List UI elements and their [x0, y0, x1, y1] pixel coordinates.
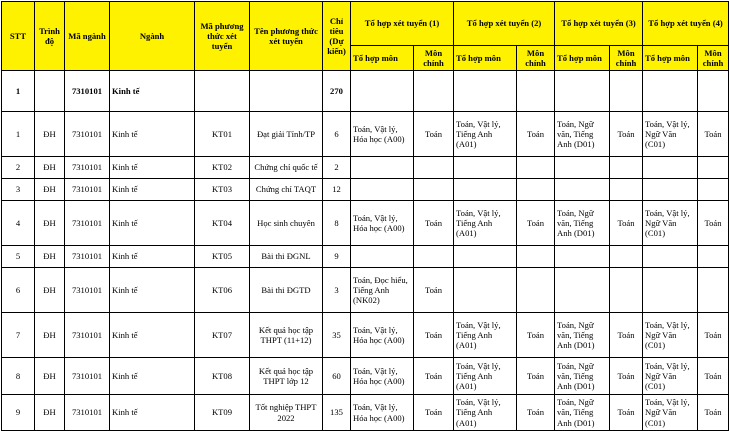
cell-quota: 3: [323, 268, 351, 313]
cell-method-name: Chứng chỉ TAQT: [250, 179, 323, 201]
subheader-main-3: Môn chính: [610, 46, 643, 71]
cell-major: Kinh tế: [110, 201, 195, 246]
cell-quota: 60: [323, 358, 351, 395]
cell-main-1: Toán: [414, 201, 454, 246]
cell-main-3: Toán: [610, 395, 643, 431]
cell-method-code: KT01: [195, 112, 250, 157]
cell-quota: 6: [323, 112, 351, 157]
cell-stt: 3: [2, 179, 35, 201]
summary-empty: [698, 71, 729, 112]
cell-level: ĐH: [35, 313, 65, 358]
cell-quota: 9: [323, 246, 351, 268]
subheader-combo-4: Tổ hợp môn: [643, 46, 698, 71]
cell-method-code: KT08: [195, 358, 250, 395]
summary-empty: [555, 71, 610, 112]
cell-main-2: [517, 246, 555, 268]
header-combo-2: Tổ hợp xét tuyển (2): [454, 2, 555, 46]
cell-combo-2: Toán, Vật lý, Tiếng Anh (A01): [454, 112, 517, 157]
cell-main-4: [698, 246, 729, 268]
cell-combo-2: Toán, Vật lý, Tiếng Anh (A01): [454, 313, 517, 358]
cell-major-code: 7310101: [65, 268, 110, 313]
header-row: [2, 2, 729, 46]
cell-level: ĐH: [35, 157, 65, 179]
table-row: [2, 395, 729, 431]
header-combo-1: Tổ hợp xét tuyển (1): [351, 2, 454, 46]
subheader-combo-1: Tổ hợp môn: [351, 46, 414, 71]
cell-main-3: [610, 246, 643, 268]
cell-major-code: 7310101: [65, 201, 110, 246]
cell-major: Kinh tế: [110, 246, 195, 268]
cell-level: ĐH: [35, 395, 65, 431]
cell-major: Kinh tế: [110, 313, 195, 358]
cell-stt: 2: [2, 157, 35, 179]
header-method-name: Tên phương thức xét tuyển: [250, 2, 323, 71]
cell-main-4: Toán: [698, 358, 729, 395]
cell-stt: 5: [2, 246, 35, 268]
cell-main-1: [414, 179, 454, 201]
cell-combo-1: Toán, Vật lý, Hóa học (A00): [351, 395, 414, 431]
table-row: [2, 157, 729, 179]
cell-method-code: KT07: [195, 313, 250, 358]
cell-major-code: 7310101: [65, 358, 110, 395]
cell-method-name: Bài thi ĐGTD: [250, 268, 323, 313]
cell-method-name: Tốt nghiệp THPT 2022: [250, 395, 323, 431]
cell-level: ĐH: [35, 179, 65, 201]
cell-combo-3: [555, 179, 610, 201]
subheader-combo-2: Tổ hợp môn: [454, 46, 517, 71]
cell-main-3: [610, 268, 643, 313]
cell-method-code: KT09: [195, 395, 250, 431]
cell-combo-4: Toán, Vật lý, Ngữ Văn (C01): [643, 313, 698, 358]
cell-method-code: KT06: [195, 268, 250, 313]
cell-main-2: Toán: [517, 395, 555, 431]
cell-combo-2: [454, 246, 517, 268]
cell-level: ĐH: [35, 201, 65, 246]
cell-major-code: 7310101: [65, 313, 110, 358]
table-body: [2, 112, 729, 431]
cell-stt: 9: [2, 395, 35, 431]
cell-main-4: Toán: [698, 395, 729, 431]
cell-combo-3: Toán, Ngữ văn, Tiếng Anh (D01): [555, 358, 610, 395]
cell-method-code: KT05: [195, 246, 250, 268]
cell-method-name: Đạt giải Tỉnh/TP: [250, 112, 323, 157]
cell-combo-1: Toán, Vật lý, Hóa học (A00): [351, 358, 414, 395]
cell-combo-2: [454, 179, 517, 201]
cell-major: Kinh tế: [110, 395, 195, 431]
cell-quota: 135: [323, 395, 351, 431]
summary-stt: 1: [2, 71, 35, 112]
table-row: [2, 313, 729, 358]
cell-main-1: Toán: [414, 268, 454, 313]
cell-main-2: Toán: [517, 313, 555, 358]
cell-combo-4: Toán, Vật lý, Ngữ Văn (C01): [643, 395, 698, 431]
subheader-main-4: Môn chính: [698, 46, 729, 71]
cell-main-3: [610, 179, 643, 201]
header-stt: STT: [2, 2, 35, 71]
cell-combo-1: Toán, Vật lý, Hóa học (A00): [351, 313, 414, 358]
cell-level: ĐH: [35, 268, 65, 313]
cell-major: Kinh tế: [110, 268, 195, 313]
header-method-code: Mã phương thức xét tuyển: [195, 2, 250, 71]
cell-main-1: Toán: [414, 395, 454, 431]
cell-combo-2: [454, 268, 517, 313]
cell-quota: 2: [323, 157, 351, 179]
cell-combo-2: Toán, Vật lý, Tiếng Anh (A01): [454, 201, 517, 246]
header-level: Trình độ: [35, 2, 65, 71]
summary-level: [35, 71, 65, 112]
cell-combo-1: [351, 179, 414, 201]
cell-combo-2: Toán, Vật lý, Tiếng Anh (A01): [454, 358, 517, 395]
summary-empty: [643, 71, 698, 112]
cell-method-name: Kết quả học tập THPT lớp 12: [250, 358, 323, 395]
cell-level: ĐH: [35, 246, 65, 268]
cell-combo-1: Toán, Vật lý, Hóa học (A00): [351, 112, 414, 157]
table-row: [2, 268, 729, 313]
cell-main-1: Toán: [414, 358, 454, 395]
cell-main-2: [517, 268, 555, 313]
cell-major-code: 7310101: [65, 179, 110, 201]
summary-method-code: [195, 71, 250, 112]
table-row: [2, 246, 729, 268]
cell-combo-4: [643, 268, 698, 313]
cell-quota: 35: [323, 313, 351, 358]
cell-stt: 1: [2, 112, 35, 157]
cell-method-code: KT03: [195, 179, 250, 201]
cell-level: ĐH: [35, 112, 65, 157]
cell-combo-4: Toán, Vật lý, Ngữ Văn (C01): [643, 358, 698, 395]
table-row: [2, 201, 729, 246]
cell-main-3: Toán: [610, 201, 643, 246]
cell-stt: 8: [2, 358, 35, 395]
cell-main-4: [698, 157, 729, 179]
summary-major-code: 7310101: [65, 71, 110, 112]
subheader-combo-3: Tổ hợp môn: [555, 46, 610, 71]
cell-method-name: Học sinh chuyên: [250, 201, 323, 246]
subheader-main-1: Môn chính: [414, 46, 454, 71]
summary-empty: [414, 71, 454, 112]
cell-method-name: Chứng chỉ quốc tế: [250, 157, 323, 179]
cell-combo-3: Toán, Ngữ văn, Tiếng Anh (D01): [555, 313, 610, 358]
cell-stt: 6: [2, 268, 35, 313]
table-row: [2, 358, 729, 395]
cell-combo-2: Toán, Vật lý, Tiếng Anh (A01): [454, 395, 517, 431]
cell-main-3: Toán: [610, 112, 643, 157]
cell-combo-2: [454, 157, 517, 179]
cell-combo-4: Toán, Vật lý, Ngữ Văn (C01): [643, 201, 698, 246]
cell-quota: 8: [323, 201, 351, 246]
summary-empty: [517, 71, 555, 112]
cell-method-name: Kết quả học tập THPT (11+12): [250, 313, 323, 358]
cell-combo-1: [351, 157, 414, 179]
summary-row: [2, 71, 729, 112]
header-combo-4: Tổ hợp xét tuyển (4): [643, 2, 729, 46]
summary-major: Kinh tế: [110, 71, 195, 112]
cell-combo-3: Toán, Ngữ văn, Tiếng Anh (D01): [555, 112, 610, 157]
cell-combo-1: [351, 246, 414, 268]
subheader-main-2: Môn chính: [517, 46, 555, 71]
cell-major: Kinh tế: [110, 157, 195, 179]
cell-major: Kinh tế: [110, 179, 195, 201]
cell-method-name: Bài thi ĐGNL: [250, 246, 323, 268]
cell-main-2: [517, 157, 555, 179]
cell-combo-4: [643, 179, 698, 201]
cell-major: Kinh tế: [110, 358, 195, 395]
cell-level: ĐH: [35, 358, 65, 395]
cell-major: Kinh tế: [110, 112, 195, 157]
cell-method-code: KT02: [195, 157, 250, 179]
cell-main-2: Toán: [517, 112, 555, 157]
cell-major-code: 7310101: [65, 395, 110, 431]
cell-main-4: Toán: [698, 313, 729, 358]
header-major: Ngành: [110, 2, 195, 71]
cell-major-code: 7310101: [65, 112, 110, 157]
cell-main-3: Toán: [610, 358, 643, 395]
cell-stt: 7: [2, 313, 35, 358]
table-row: [2, 179, 729, 201]
cell-major-code: 7310101: [65, 246, 110, 268]
summary-empty: [610, 71, 643, 112]
cell-main-1: Toán: [414, 313, 454, 358]
cell-main-1: Toán: [414, 112, 454, 157]
cell-quota: 12: [323, 179, 351, 201]
cell-combo-3: Toán, Ngữ văn, Tiếng Anh (D01): [555, 395, 610, 431]
cell-main-3: [610, 157, 643, 179]
cell-method-code: KT04: [195, 201, 250, 246]
cell-main-2: [517, 179, 555, 201]
summary-quota: 270: [323, 71, 351, 112]
cell-combo-3: [555, 268, 610, 313]
cell-combo-3: [555, 246, 610, 268]
cell-stt: 4: [2, 201, 35, 246]
cell-combo-4: [643, 157, 698, 179]
cell-main-4: Toán: [698, 112, 729, 157]
cell-main-4: Toán: [698, 201, 729, 246]
summary-empty: [351, 71, 414, 112]
header-quota: Chỉ tiêu (Dự kiến): [323, 2, 351, 71]
cell-main-4: [698, 179, 729, 201]
table-row: [2, 112, 729, 157]
cell-combo-1: Toán, Đọc hiểu, Tiếng Anh (NK02): [351, 268, 414, 313]
cell-main-3: Toán: [610, 313, 643, 358]
cell-combo-3: [555, 157, 610, 179]
cell-main-2: Toán: [517, 201, 555, 246]
cell-combo-4: Toán, Vật lý, Ngữ Văn (C01): [643, 112, 698, 157]
admission-table: [1, 1, 729, 431]
cell-main-2: Toán: [517, 358, 555, 395]
cell-main-1: [414, 157, 454, 179]
cell-combo-1: Toán, Vật lý, Hóa học (A00): [351, 201, 414, 246]
cell-main-4: [698, 268, 729, 313]
cell-main-1: [414, 246, 454, 268]
summary-method-name: [250, 71, 323, 112]
cell-major-code: 7310101: [65, 157, 110, 179]
summary-empty: [454, 71, 517, 112]
header-major-code: Mã ngành: [65, 2, 110, 71]
cell-combo-3: Toán, Ngữ văn, Tiếng Anh (D01): [555, 201, 610, 246]
cell-combo-4: [643, 246, 698, 268]
header-combo-3: Tổ hợp xét tuyển (3): [555, 2, 643, 46]
